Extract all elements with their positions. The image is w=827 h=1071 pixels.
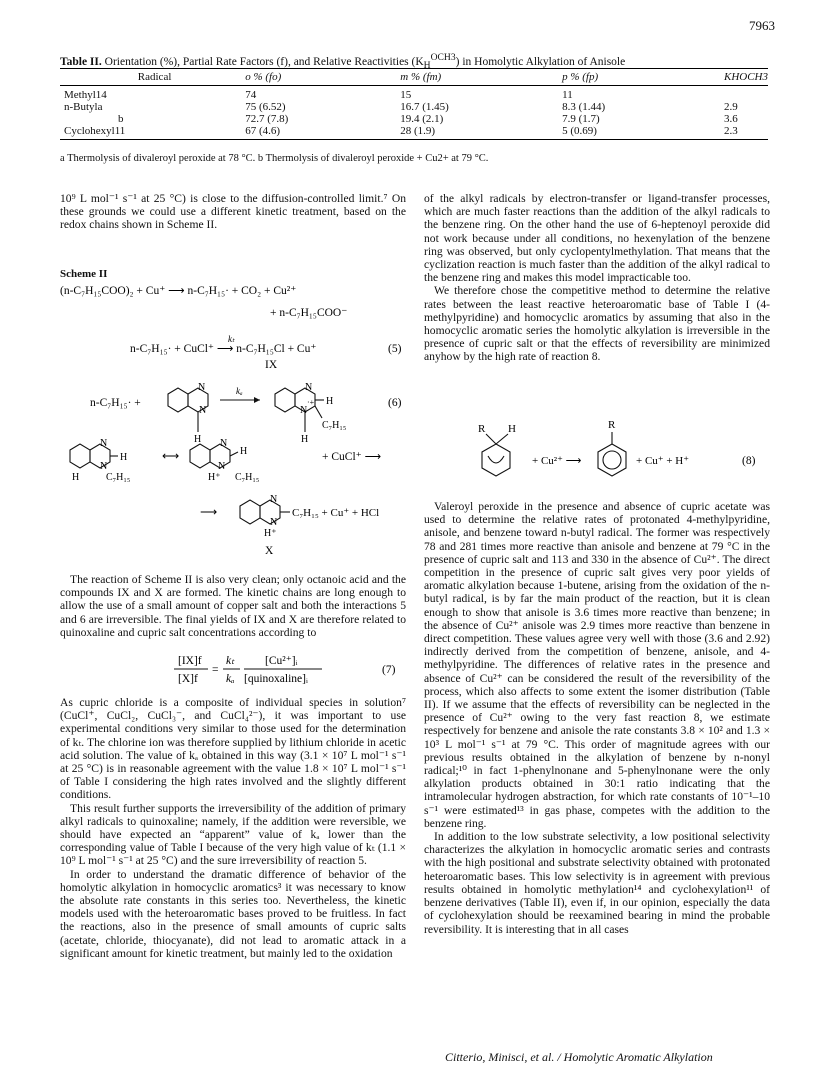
scheme-eq6-k: kₐ: [236, 386, 243, 396]
left-col-top: [60, 192, 406, 232]
scheme-final-eq: C₇H₁₅ + Cu⁺ + HCl: [292, 507, 380, 519]
table-header-cell: p % (fp): [522, 69, 684, 86]
paragraph: In order to understand the dramatic difference of behavior of the homolytic alkylation in homocyclic aromatics³ it was necessary to know the absolute rate constants in this series too. Nevertheless, the kinetic models used with the heteroaromatic bases proved to be fruitless. In fact the reactions, also in the presence of small amounts of cupric salts (acetate, chloride, thiocyanate), did not lead to aromatic attack in a significant amount for kinetic treatment, but mainly led to the oxidation: [60, 867, 406, 960]
table-cell: 2.3: [684, 125, 768, 140]
scheme-eq5-num: (5): [388, 343, 402, 355]
scheme-eq1b: + n-C₇H₁₅COO⁻: [270, 307, 348, 319]
paragraph: This result further supports the irreversibility of the addition of primary alkyl radicals to quinoxaline; namely, if the addition were reversible, we should have expected an “apparent” value of kₐ lower than the corresponding value of Table I because of the very high value of kₜ (1.1 × 10⁹ L mol⁻¹ s⁻¹ at 25 °C) and the sure irreversibility of reaction 5.: [60, 801, 406, 868]
table-header-cell: Radical: [60, 69, 245, 86]
eq7-equals: =: [212, 664, 219, 676]
radical-cation-mark: ·+: [307, 398, 315, 407]
atom-n: N: [218, 461, 226, 472]
arrow-head-icon: [254, 397, 260, 403]
data-table: [60, 68, 768, 140]
paragraph: As cupric chloride is a composite of individual species in solution⁷ (CuCl⁺, CuCl₂, CuCl₃⁻, and CuCl₄²⁻), it was important to use experimental conditions very similar to those used for the determination of kₜ. The chlorine ion was therefore supplied by lithium chloride in acetic acid solution. The value of kₐ obtained in this way (3.1 × 10⁷ L mol⁻¹ s⁻¹ at 25 °C) is in reasonable agreement with the value 1.8 × 10⁷ L mol⁻¹ s⁻¹ of Table I considering the high rates involved and the slightly different conditions.: [60, 696, 406, 802]
scheme-plus-cucl: + CuCl⁺ ⟶: [322, 451, 382, 463]
table-row: [60, 101, 768, 113]
paragraph: of the alkyl radicals by electron-transfer or ligand-transfer processes, which are much faster reactions than the addition of the alkyl radicals to the benzene ring. On the other hand the use of 6-heptenoyl peroxide did not work because under all conditions, no hexenylation of the benzene ring was observed, but only cyclopentylmethylation. That means that the cyclization reaction is much faster than the addition of the alkyl radical to the benzene ring and makes this model impracticable too.: [424, 192, 770, 285]
scheme-title: Scheme II: [60, 268, 108, 280]
reaction-arrow: ⟶: [200, 505, 218, 519]
eq7-lhs-num: [IX]f: [178, 655, 202, 667]
alkylbenzene-structure: [598, 432, 626, 476]
eq7-rhs-num: [Cu²⁺]ᵢ: [265, 655, 298, 667]
atom-h: H: [72, 472, 80, 483]
scheme-eq5-k: kₜ: [228, 334, 235, 344]
right-col-bottom: [424, 500, 770, 936]
atom-h: H: [120, 452, 128, 463]
eq8-r: R: [608, 419, 616, 431]
table-cell: 8.3 (1.44): [562, 101, 606, 113]
atom-n: N: [198, 382, 206, 393]
atom-n: N: [270, 517, 278, 528]
resonance-structure-a: [70, 444, 118, 468]
table-caption-sub: H: [423, 60, 431, 72]
table-row: [60, 113, 768, 125]
atom-n: N: [100, 438, 108, 449]
resonance-structure-b: [190, 444, 238, 468]
table-cell: n-Butyla: [64, 101, 103, 113]
eq8-plus-end: + Cu⁺ + H⁺: [636, 455, 690, 467]
substituent-c7h15: C₇H₁₅: [322, 420, 347, 431]
paragraph: In addition to the low substrate selectivity, a low positional selectivity characterizes the alkylation in homocyclic aromatic series and contrasts with the high positional and substrate selectivity obtained with protonated heteroaromatic bases. This low selectivity is in agreement with previous results obtained in homolytic methylation¹⁴ and cyclohexylation¹¹ of benzene derivatives (Table II), even if, in our opinion, especially the data of cyclohexylation should be reexamined bearing in mind the probable reversibility. It is interesting that in all cases: [424, 830, 770, 936]
table-caption-text: Orientation (%), Partial Rate Factors (f), and Relative Reactivities (K: [101, 55, 424, 68]
running-footer: Citterio, Minisci, et al. / Homolytic Aromatic Alkylation: [445, 1050, 713, 1064]
table-cell: 75 (6.52): [245, 101, 286, 113]
cyclohexadienyl-structure: [482, 434, 510, 476]
substituent-c7h15: C₇H₁₅: [235, 472, 260, 483]
scheme-eq5-label: IX: [265, 359, 278, 371]
table-cell: 67 (4.6): [245, 125, 350, 140]
table-cell: 15: [400, 89, 412, 101]
left-col-bottom: [60, 696, 406, 960]
page-number: 7963: [749, 18, 775, 33]
paragraph: We therefore chose the competitive method to determine the relative rates between the least reactive heteroaromatic base of Table I (4-methylpyridine) and homocyclic aromatics by assuming that also in the homocyclic aromatic series the homolytic alkylation is irreversible in the presence of cupric salt or that the effects of reversibility are minimized anyhow by the high rate of reaction 8.: [424, 284, 770, 364]
product-x-label: X: [265, 545, 274, 557]
atom-n: N: [199, 405, 207, 416]
scheme-ii-diagram: [60, 282, 410, 562]
eq7-number: (7): [382, 664, 396, 676]
table-cell: 19.4 (2.1): [400, 113, 444, 125]
paragraph: The reaction of Scheme II is also very clean; only octanoic acid and the compounds IX and X are formed. The kinetic chains are long enough to allow the use of a small amount of copper salt and both the interactions 5 and 6 are irreversible. The final yields of IX and X are therefore related to quinoxaline and cupric salt concentrations according to: [60, 573, 406, 639]
eq7-lhs-den: [X]f: [178, 673, 198, 685]
right-col-top: [424, 192, 770, 364]
resonance-arrow: ⟷: [162, 449, 180, 463]
table-header-cell: KHOCH3: [684, 69, 768, 86]
eq7-k-den: kₐ: [226, 673, 235, 685]
eq8-h: H: [508, 423, 516, 435]
table-caption-end: ) in Homolytic Alkylation of Anisole: [455, 55, 626, 68]
table-cell: 16.7 (1.45): [400, 101, 449, 113]
atom-h: H: [326, 396, 334, 407]
eq7-k-num: kₜ: [226, 655, 235, 667]
left-col-mid: [60, 573, 406, 639]
table-cell: Methyl14: [64, 89, 107, 101]
scheme-eq6-num: (6): [388, 397, 402, 409]
atom-n: N: [305, 382, 313, 393]
table-caption-label: Table II.: [60, 55, 102, 68]
atom-h: H: [301, 434, 309, 445]
atom-hplus: H⁺: [208, 472, 221, 483]
atom-h: H: [240, 446, 248, 457]
table-cell: [684, 86, 768, 102]
eq7-rhs-den: [quinoxaline]ᵢ: [244, 673, 308, 685]
table-cell: Cyclohexyl11: [60, 125, 245, 140]
scheme-eq1: (n-C₇H₁₅COO)₂ + Cu⁺ ⟶ n-C₇H₁₅· + CO₂ + Cu²⁺: [60, 285, 297, 297]
table-cell: 3.6: [723, 113, 738, 125]
table-cell: 2.9: [723, 101, 738, 113]
paragraph: 10⁹ L mol⁻¹ s⁻¹ at 25 °C) is close to the diffusion-controlled limit.⁷ On these grounds we could use a different kinetic treatment, based on the redox chains shown in Scheme II.: [60, 192, 406, 232]
equation-8: [424, 416, 770, 490]
eq8-plus-cu2: + Cu²⁺ ⟶: [532, 455, 582, 467]
table-cell: b: [118, 113, 124, 125]
table-footnote: a Thermolysis of divaleroyl peroxide at 78 °C. b Thermolysis of divaleroyl peroxide + Cu2+ at 79 °C.: [60, 153, 489, 164]
atom-n: N: [270, 494, 278, 505]
table-cell: 7.9 (1.7): [562, 113, 600, 125]
table-header-row: [60, 69, 768, 86]
product-x-structure: [240, 500, 290, 524]
scheme-eq5: n-C₇H₁₅· + CuCl⁺ ⟶ n-C₇H₁₅Cl + Cu⁺: [130, 343, 317, 355]
table-caption-sup: OCH3: [430, 52, 456, 63]
atom-n: N: [220, 438, 228, 449]
table-header-cell: o % (fo): [245, 69, 350, 86]
paragraph: Valeroyl peroxide in the presence and absence of cupric acetate was used to determine the relative rates of protonated 4-methylpyridine, anisole, and benzene toward n-butyl radical. The former was respectively 78 and 281 times more reactive than anisole and benzene at 79 °C in the presence of cupric salt and 113 and 330 in the absence of Cu²⁺. The direct competition in the presence of cupric salt gives very poor yields of aromatic alkylation because 1-butene, arising from the oxidation of the n-butyl radical, is by far the main product of the reaction, but it is clean enough to show that anisole is 3.6 times more reactive than benzene; in the absence of Cu²⁺ anisole was 2.9 times more reactive than benzene in direct competition. These values agree very well with those (3.6 and 2.92) indirectly derived from the competition of benzene, anisole, and 4-methylpyridine. The differences of relative rates in the presence and absence of Cu²⁺ can be considered the result of the reversibility of the process, which also affects to some extent the isomer distribution (Table II). If we assume that the effects of reversibility can be neglected in the presence of Cu²⁺ owing to the very fast reaction 8, we estimate respectively for benzene and anisole the rate constants 3.8 × 10² and 1.3 × 10³ L mol⁻¹ s⁻¹ at 79 °C. This order of magnitude agrees with our previous results obtained in the alkylation of benzene by n-nonyl radical;¹⁰ in fact 1-phenylnonane and 5-phenylnonane were the only alkylation products obtained in 30:1 ratio indicating that the intramolecular hydrogen abstraction, for which rate constants of 10⁻¹–10 s⁻¹ were estimated¹³ in gas phase, competes with the addition to the benzene ring.: [424, 500, 770, 830]
atom-h: H: [194, 434, 202, 445]
table-cell: 5 (0.69): [522, 125, 684, 140]
substituent-c7h15: C₇H₁₅: [106, 472, 131, 483]
eq8-number: (8): [742, 455, 756, 467]
equation-7: [60, 648, 406, 694]
table-cell: 72.7 (7.8): [245, 113, 289, 125]
eq8-r: R: [478, 423, 486, 435]
table-cell: 28 (1.9): [350, 125, 522, 140]
table-header-cell: m % (fm): [350, 69, 522, 86]
table-cell: 74: [245, 89, 257, 101]
atom-n: N: [300, 405, 308, 416]
table-row: [60, 125, 768, 140]
table-cell: 11: [562, 89, 573, 101]
scheme-eq6-left: n-C₇H₁₅· +: [90, 397, 141, 409]
table-row: [60, 86, 768, 102]
atom-hplus: H⁺: [264, 528, 277, 539]
atom-n: N: [100, 461, 108, 472]
